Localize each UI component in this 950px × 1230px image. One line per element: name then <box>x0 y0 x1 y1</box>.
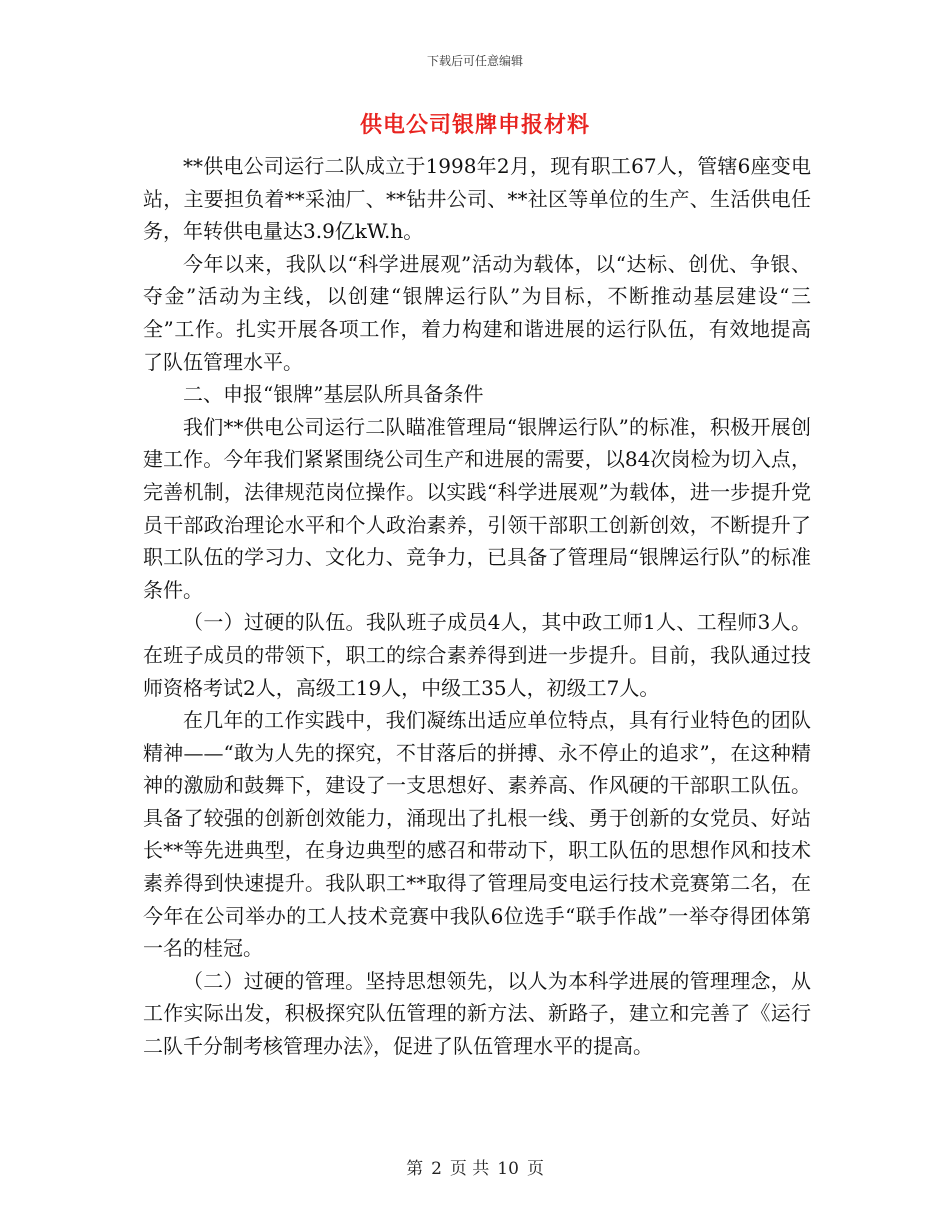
header-note: 下载后可任意编辑 <box>426 54 523 68</box>
paragraph-team: （一）过硬的队伍。我队班子成员4人，其中政工师1人、工程师3人。在班子成员的带领下，职工的综合素养得到进一步提升。目前，我队通过技师资格考试2人，高级工19人，中级工35人，初级工7人。 <box>143 610 811 700</box>
paragraph-team-spirit: 在几年的工作实践中，我们凝练出适应单位特点，具有行业特色的团队精神——“敢为人先的探究，不甘落后的拼搏、永不停止的追求”，在这种精神的激励和鼓舞下，建设了一支思想好、素养高、作风硬的干部职工队伍。具备了较强的创新创效能力，涌现出了扎根一线、勇于创新的女党员、好站长**等先进典型，在身边典型的感召和带动下，职工队伍的思想作风和技术素养得到快速提升。我队职工**取得了管理局变电运行技术竞赛第二名，在今年在公司举办的工人技术竞赛中我队6位选手“联手作战”一举夺得团体第一名的桂冠。 <box>143 708 811 961</box>
document-title: 供电公司银牌申报材料 <box>359 112 590 138</box>
paragraph-intro: **供电公司运行二队成立于1998年2月，现有职工67人，管辖6座变电站，主要担负着**采油厂、**钻井公司、**社区等单位的生产、生活供电任务，年转供电量达3.9亿kW.h。 <box>143 154 811 244</box>
footer-middle: 页 共 <box>449 1159 490 1179</box>
document-body <box>143 150 811 1063</box>
page-footer <box>0 1154 950 1179</box>
section-heading-conditions: 二、申报“银牌”基层队所具备条件 <box>183 382 484 407</box>
paragraph-management: （二）过硬的管理。坚持思想领先，以人为本科学进展的管理理念，从工作实际出发，积极探究队伍管理的新方法、新路子，建立和完善了《运行二队千分制考核管理办法》，促进了队伍管理水平的提高。 <box>143 968 811 1059</box>
paragraph-conditions: 我们**供电公司运行二队瞄准管理局“银牌运行队”的标准，积极开展创建工作。今年我们紧紧围绕公司生产和进展的需要，以84次岗检为切入点，完善机制，法律规范岗位操作。以实践“科学进展观”为载体，进一步提升党员干部政治理论水平和个人政治素养，引领干部职工创新创效，不断提升了职工队伍的学习力、文化力、竞争力，已具备了管理局“银牌运行队”的标准条件。 <box>143 414 811 602</box>
footer-total-pages: 10 <box>497 1159 519 1179</box>
footer-page-number: 2 <box>431 1159 442 1179</box>
footer-prefix: 第 <box>406 1159 424 1179</box>
footer-suffix: 页 <box>526 1159 544 1179</box>
paragraph-overview: 今年以来，我队以“科学进展观”活动为载体，以“达标、创优、争银、夺金”活动为主线，以创建“银牌运行队”为目标，不断推动基层建设“三全”工作。扎实开展各项工作，着力构建和谐进展的运行队伍，有效地提高了队伍管理水平。 <box>143 251 811 374</box>
